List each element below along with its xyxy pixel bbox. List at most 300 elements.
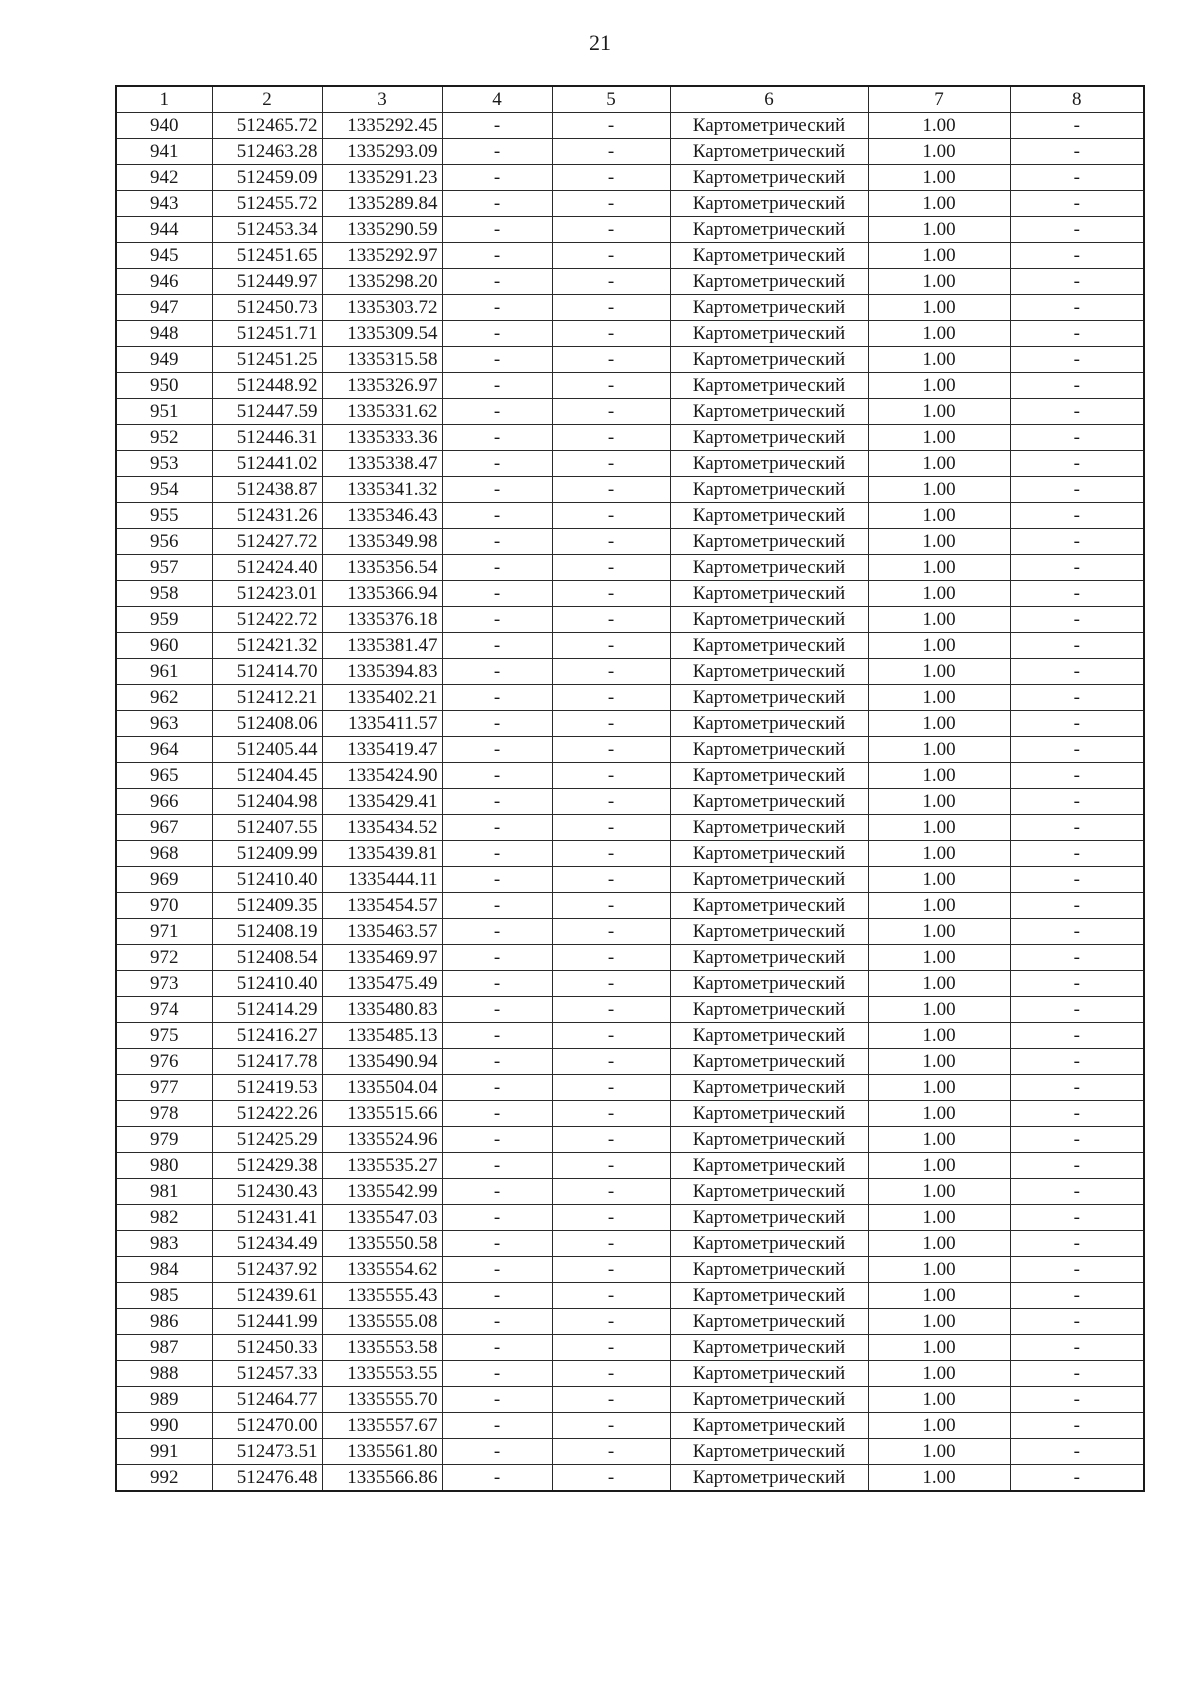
table-row <box>116 867 1144 893</box>
col4-cell: - <box>442 1231 552 1257</box>
y-coordinate-cell: 1335346.43 <box>322 503 442 529</box>
y-coordinate-cell: 1335333.36 <box>322 425 442 451</box>
table-row <box>116 139 1144 165</box>
point-number-cell: 949 <box>116 347 212 373</box>
table-row <box>116 347 1144 373</box>
col4-cell: - <box>442 1413 552 1439</box>
table-row <box>116 1075 1144 1101</box>
col4-cell: - <box>442 581 552 607</box>
x-coordinate-cell: 512457.33 <box>212 1361 322 1387</box>
accuracy-cell: 1.00 <box>868 581 1010 607</box>
col5-cell: - <box>552 321 670 347</box>
table-row <box>116 1439 1144 1465</box>
column-header: 3 <box>322 86 442 113</box>
column-header: 5 <box>552 86 670 113</box>
col5-cell: - <box>552 581 670 607</box>
column-header: 8 <box>1010 86 1144 113</box>
method-cell: Картометрический <box>670 1179 868 1205</box>
col4-cell: - <box>442 1465 552 1492</box>
col8-cell: - <box>1010 451 1144 477</box>
method-cell: Картометрический <box>670 1023 868 1049</box>
y-coordinate-cell: 1335553.55 <box>322 1361 442 1387</box>
accuracy-cell: 1.00 <box>868 737 1010 763</box>
accuracy-cell: 1.00 <box>868 763 1010 789</box>
col5-cell: - <box>552 139 670 165</box>
col5-cell: - <box>552 1075 670 1101</box>
col5-cell: - <box>552 1413 670 1439</box>
table-row <box>116 633 1144 659</box>
method-cell: Картометрический <box>670 1439 868 1465</box>
col4-cell: - <box>442 321 552 347</box>
x-coordinate-cell: 512451.71 <box>212 321 322 347</box>
point-number-cell: 990 <box>116 1413 212 1439</box>
y-coordinate-cell: 1335557.67 <box>322 1413 442 1439</box>
col4-cell: - <box>442 1127 552 1153</box>
col8-cell: - <box>1010 919 1144 945</box>
col8-cell: - <box>1010 633 1144 659</box>
y-coordinate-cell: 1335524.96 <box>322 1127 442 1153</box>
col8-cell: - <box>1010 945 1144 971</box>
y-coordinate-cell: 1335554.62 <box>322 1257 442 1283</box>
accuracy-cell: 1.00 <box>868 477 1010 503</box>
method-cell: Картометрический <box>670 425 868 451</box>
accuracy-cell: 1.00 <box>868 971 1010 997</box>
col4-cell: - <box>442 269 552 295</box>
method-cell: Картометрический <box>670 893 868 919</box>
col4-cell: - <box>442 711 552 737</box>
col5-cell: - <box>552 113 670 139</box>
method-cell: Картометрический <box>670 1465 868 1492</box>
col5-cell: - <box>552 165 670 191</box>
col5-cell: - <box>552 815 670 841</box>
x-coordinate-cell: 512408.19 <box>212 919 322 945</box>
y-coordinate-cell: 1335292.45 <box>322 113 442 139</box>
accuracy-cell: 1.00 <box>868 373 1010 399</box>
col4-cell: - <box>442 971 552 997</box>
x-coordinate-cell: 512417.78 <box>212 1049 322 1075</box>
accuracy-cell: 1.00 <box>868 1049 1010 1075</box>
y-coordinate-cell: 1335315.58 <box>322 347 442 373</box>
col8-cell: - <box>1010 1179 1144 1205</box>
col8-cell: - <box>1010 1387 1144 1413</box>
table-row <box>116 1023 1144 1049</box>
point-number-cell: 947 <box>116 295 212 321</box>
table-row <box>116 789 1144 815</box>
col4-cell: - <box>442 1101 552 1127</box>
method-cell: Картометрический <box>670 1257 868 1283</box>
x-coordinate-cell: 512408.54 <box>212 945 322 971</box>
point-number-cell: 961 <box>116 659 212 685</box>
table-row <box>116 1413 1144 1439</box>
column-header: 7 <box>868 86 1010 113</box>
point-number-cell: 952 <box>116 425 212 451</box>
accuracy-cell: 1.00 <box>868 1127 1010 1153</box>
table-row <box>116 555 1144 581</box>
point-number-cell: 988 <box>116 1361 212 1387</box>
y-coordinate-cell: 1335349.98 <box>322 529 442 555</box>
point-number-cell: 978 <box>116 1101 212 1127</box>
x-coordinate-cell: 512416.27 <box>212 1023 322 1049</box>
col5-cell: - <box>552 685 670 711</box>
y-coordinate-cell: 1335291.23 <box>322 165 442 191</box>
y-coordinate-cell: 1335298.20 <box>322 269 442 295</box>
accuracy-cell: 1.00 <box>868 997 1010 1023</box>
col8-cell: - <box>1010 139 1144 165</box>
x-coordinate-cell: 512455.72 <box>212 191 322 217</box>
accuracy-cell: 1.00 <box>868 399 1010 425</box>
point-number-cell: 953 <box>116 451 212 477</box>
point-number-cell: 967 <box>116 815 212 841</box>
col5-cell: - <box>552 295 670 321</box>
method-cell: Картометрический <box>670 1231 868 1257</box>
table-row <box>116 1465 1144 1492</box>
method-cell: Картометрический <box>670 1127 868 1153</box>
y-coordinate-cell: 1335553.58 <box>322 1335 442 1361</box>
accuracy-cell: 1.00 <box>868 1283 1010 1309</box>
point-number-cell: 972 <box>116 945 212 971</box>
accuracy-cell: 1.00 <box>868 347 1010 373</box>
col5-cell: - <box>552 633 670 659</box>
table-row <box>116 113 1144 139</box>
table-row <box>116 1049 1144 1075</box>
method-cell: Картометрический <box>670 165 868 191</box>
y-coordinate-cell: 1335542.99 <box>322 1179 442 1205</box>
x-coordinate-cell: 512437.92 <box>212 1257 322 1283</box>
col4-cell: - <box>442 399 552 425</box>
col8-cell: - <box>1010 789 1144 815</box>
col4-cell: - <box>442 191 552 217</box>
col4-cell: - <box>442 867 552 893</box>
table-row <box>116 945 1144 971</box>
table-row <box>116 763 1144 789</box>
col4-cell: - <box>442 685 552 711</box>
x-coordinate-cell: 512446.31 <box>212 425 322 451</box>
accuracy-cell: 1.00 <box>868 295 1010 321</box>
col8-cell: - <box>1010 1153 1144 1179</box>
method-cell: Картометрический <box>670 503 868 529</box>
y-coordinate-cell: 1335555.70 <box>322 1387 442 1413</box>
x-coordinate-cell: 512404.45 <box>212 763 322 789</box>
col5-cell: - <box>552 711 670 737</box>
col5-cell: - <box>552 555 670 581</box>
col5-cell: - <box>552 1179 670 1205</box>
point-number-cell: 950 <box>116 373 212 399</box>
col5-cell: - <box>552 529 670 555</box>
col5-cell: - <box>552 893 670 919</box>
method-cell: Картометрический <box>670 1361 868 1387</box>
y-coordinate-cell: 1335515.66 <box>322 1101 442 1127</box>
col4-cell: - <box>442 425 552 451</box>
table-row <box>116 1335 1144 1361</box>
accuracy-cell: 1.00 <box>868 711 1010 737</box>
accuracy-cell: 1.00 <box>868 789 1010 815</box>
column-header: 4 <box>442 86 552 113</box>
col8-cell: - <box>1010 711 1144 737</box>
accuracy-cell: 1.00 <box>868 1387 1010 1413</box>
accuracy-cell: 1.00 <box>868 451 1010 477</box>
accuracy-cell: 1.00 <box>868 1257 1010 1283</box>
table-row <box>116 1127 1144 1153</box>
col4-cell: - <box>442 945 552 971</box>
col8-cell: - <box>1010 763 1144 789</box>
table-row <box>116 1361 1144 1387</box>
x-coordinate-cell: 512424.40 <box>212 555 322 581</box>
col8-cell: - <box>1010 555 1144 581</box>
point-number-cell: 960 <box>116 633 212 659</box>
y-coordinate-cell: 1335555.08 <box>322 1309 442 1335</box>
col5-cell: - <box>552 1465 670 1492</box>
y-coordinate-cell: 1335424.90 <box>322 763 442 789</box>
point-number-cell: 971 <box>116 919 212 945</box>
col5-cell: - <box>552 1387 670 1413</box>
col4-cell: - <box>442 243 552 269</box>
coordinates-table <box>115 85 1145 1492</box>
point-number-cell: 963 <box>116 711 212 737</box>
col5-cell: - <box>552 399 670 425</box>
accuracy-cell: 1.00 <box>868 1465 1010 1492</box>
col5-cell: - <box>552 1257 670 1283</box>
col8-cell: - <box>1010 971 1144 997</box>
col8-cell: - <box>1010 347 1144 373</box>
y-coordinate-cell: 1335561.80 <box>322 1439 442 1465</box>
col5-cell: - <box>552 451 670 477</box>
col4-cell: - <box>442 529 552 555</box>
col4-cell: - <box>442 1335 552 1361</box>
x-coordinate-cell: 512450.33 <box>212 1335 322 1361</box>
col8-cell: - <box>1010 399 1144 425</box>
x-coordinate-cell: 512448.92 <box>212 373 322 399</box>
accuracy-cell: 1.00 <box>868 841 1010 867</box>
col8-cell: - <box>1010 1075 1144 1101</box>
method-cell: Картометрический <box>670 997 868 1023</box>
x-coordinate-cell: 512430.43 <box>212 1179 322 1205</box>
col5-cell: - <box>552 971 670 997</box>
col8-cell: - <box>1010 1101 1144 1127</box>
accuracy-cell: 1.00 <box>868 1439 1010 1465</box>
table-row <box>116 1231 1144 1257</box>
y-coordinate-cell: 1335547.03 <box>322 1205 442 1231</box>
col8-cell: - <box>1010 269 1144 295</box>
col4-cell: - <box>442 1283 552 1309</box>
point-number-cell: 941 <box>116 139 212 165</box>
x-coordinate-cell: 512414.29 <box>212 997 322 1023</box>
col4-cell: - <box>442 1153 552 1179</box>
accuracy-cell: 1.00 <box>868 555 1010 581</box>
col8-cell: - <box>1010 503 1144 529</box>
x-coordinate-cell: 512476.48 <box>212 1465 322 1492</box>
method-cell: Картометрический <box>670 841 868 867</box>
col8-cell: - <box>1010 295 1144 321</box>
table-row <box>116 737 1144 763</box>
accuracy-cell: 1.00 <box>868 1179 1010 1205</box>
col5-cell: - <box>552 1309 670 1335</box>
col4-cell: - <box>442 1049 552 1075</box>
method-cell: Картометрический <box>670 295 868 321</box>
x-coordinate-cell: 512410.40 <box>212 867 322 893</box>
point-number-cell: 974 <box>116 997 212 1023</box>
method-cell: Картометрический <box>670 269 868 295</box>
col4-cell: - <box>442 555 552 581</box>
point-number-cell: 985 <box>116 1283 212 1309</box>
col8-cell: - <box>1010 425 1144 451</box>
x-coordinate-cell: 512441.99 <box>212 1309 322 1335</box>
table-body <box>116 113 1144 1492</box>
col8-cell: - <box>1010 191 1144 217</box>
accuracy-cell: 1.00 <box>868 1075 1010 1101</box>
method-cell: Картометрический <box>670 1387 868 1413</box>
point-number-cell: 958 <box>116 581 212 607</box>
accuracy-cell: 1.00 <box>868 191 1010 217</box>
method-cell: Картометрический <box>670 659 868 685</box>
x-coordinate-cell: 512409.99 <box>212 841 322 867</box>
col8-cell: - <box>1010 1361 1144 1387</box>
col8-cell: - <box>1010 867 1144 893</box>
table-row <box>116 971 1144 997</box>
y-coordinate-cell: 1335289.84 <box>322 191 442 217</box>
accuracy-cell: 1.00 <box>868 165 1010 191</box>
table-row <box>116 529 1144 555</box>
col5-cell: - <box>552 1283 670 1309</box>
table-row <box>116 451 1144 477</box>
y-coordinate-cell: 1335402.21 <box>322 685 442 711</box>
x-coordinate-cell: 512412.21 <box>212 685 322 711</box>
table-row <box>116 1101 1144 1127</box>
x-coordinate-cell: 512419.53 <box>212 1075 322 1101</box>
col5-cell: - <box>552 1335 670 1361</box>
col8-cell: - <box>1010 1205 1144 1231</box>
accuracy-cell: 1.00 <box>868 1309 1010 1335</box>
col4-cell: - <box>442 347 552 373</box>
col5-cell: - <box>552 1101 670 1127</box>
col5-cell: - <box>552 477 670 503</box>
method-cell: Картометрический <box>670 451 868 477</box>
x-coordinate-cell: 512414.70 <box>212 659 322 685</box>
point-number-cell: 945 <box>116 243 212 269</box>
point-number-cell: 948 <box>116 321 212 347</box>
col5-cell: - <box>552 1205 670 1231</box>
col4-cell: - <box>442 1075 552 1101</box>
accuracy-cell: 1.00 <box>868 139 1010 165</box>
y-coordinate-cell: 1335326.97 <box>322 373 442 399</box>
method-cell: Картометрический <box>670 1309 868 1335</box>
point-number-cell: 968 <box>116 841 212 867</box>
col8-cell: - <box>1010 997 1144 1023</box>
y-coordinate-cell: 1335429.41 <box>322 789 442 815</box>
table-row <box>116 1179 1144 1205</box>
method-cell: Картометрический <box>670 945 868 971</box>
method-cell: Картометрический <box>670 139 868 165</box>
method-cell: Картометрический <box>670 191 868 217</box>
accuracy-cell: 1.00 <box>868 867 1010 893</box>
point-number-cell: 942 <box>116 165 212 191</box>
table-row <box>116 997 1144 1023</box>
x-coordinate-cell: 512459.09 <box>212 165 322 191</box>
col5-cell: - <box>552 373 670 399</box>
col5-cell: - <box>552 945 670 971</box>
point-number-cell: 984 <box>116 1257 212 1283</box>
table-row <box>116 1153 1144 1179</box>
col4-cell: - <box>442 1257 552 1283</box>
x-coordinate-cell: 512449.97 <box>212 269 322 295</box>
point-number-cell: 987 <box>116 1335 212 1361</box>
method-cell: Картометрический <box>670 919 868 945</box>
y-coordinate-cell: 1335290.59 <box>322 217 442 243</box>
x-coordinate-cell: 512451.25 <box>212 347 322 373</box>
point-number-cell: 965 <box>116 763 212 789</box>
col4-cell: - <box>442 763 552 789</box>
point-number-cell: 973 <box>116 971 212 997</box>
y-coordinate-cell: 1335341.32 <box>322 477 442 503</box>
y-coordinate-cell: 1335439.81 <box>322 841 442 867</box>
col4-cell: - <box>442 997 552 1023</box>
y-coordinate-cell: 1335411.57 <box>322 711 442 737</box>
column-header: 1 <box>116 86 212 113</box>
y-coordinate-cell: 1335480.83 <box>322 997 442 1023</box>
accuracy-cell: 1.00 <box>868 633 1010 659</box>
method-cell: Картометрический <box>670 321 868 347</box>
table-row <box>116 191 1144 217</box>
point-number-cell: 975 <box>116 1023 212 1049</box>
table-row <box>116 1257 1144 1283</box>
point-number-cell: 992 <box>116 1465 212 1492</box>
col4-cell: - <box>442 815 552 841</box>
x-coordinate-cell: 512447.59 <box>212 399 322 425</box>
col5-cell: - <box>552 269 670 295</box>
y-coordinate-cell: 1335394.83 <box>322 659 442 685</box>
col8-cell: - <box>1010 841 1144 867</box>
col4-cell: - <box>442 295 552 321</box>
col4-cell: - <box>442 737 552 763</box>
col4-cell: - <box>442 451 552 477</box>
x-coordinate-cell: 512453.34 <box>212 217 322 243</box>
accuracy-cell: 1.00 <box>868 659 1010 685</box>
table-row <box>116 321 1144 347</box>
accuracy-cell: 1.00 <box>868 1023 1010 1049</box>
point-number-cell: 946 <box>116 269 212 295</box>
x-coordinate-cell: 512423.01 <box>212 581 322 607</box>
col8-cell: - <box>1010 217 1144 243</box>
col5-cell: - <box>552 919 670 945</box>
method-cell: Картометрический <box>670 789 868 815</box>
accuracy-cell: 1.00 <box>868 607 1010 633</box>
accuracy-cell: 1.00 <box>868 269 1010 295</box>
y-coordinate-cell: 1335292.97 <box>322 243 442 269</box>
point-number-cell: 966 <box>116 789 212 815</box>
accuracy-cell: 1.00 <box>868 113 1010 139</box>
table-row <box>116 503 1144 529</box>
col4-cell: - <box>442 1179 552 1205</box>
column-header: 6 <box>670 86 868 113</box>
col5-cell: - <box>552 1049 670 1075</box>
col4-cell: - <box>442 1205 552 1231</box>
table-row <box>116 243 1144 269</box>
col5-cell: - <box>552 789 670 815</box>
accuracy-cell: 1.00 <box>868 243 1010 269</box>
point-number-cell: 982 <box>116 1205 212 1231</box>
method-cell: Картометрический <box>670 1335 868 1361</box>
point-number-cell: 943 <box>116 191 212 217</box>
y-coordinate-cell: 1335469.97 <box>322 945 442 971</box>
method-cell: Картометрический <box>670 1413 868 1439</box>
method-cell: Картометрический <box>670 737 868 763</box>
method-cell: Картометрический <box>670 763 868 789</box>
y-coordinate-cell: 1335444.11 <box>322 867 442 893</box>
col4-cell: - <box>442 1361 552 1387</box>
y-coordinate-cell: 1335434.52 <box>322 815 442 841</box>
col5-cell: - <box>552 1231 670 1257</box>
accuracy-cell: 1.00 <box>868 529 1010 555</box>
method-cell: Картометрический <box>670 581 868 607</box>
